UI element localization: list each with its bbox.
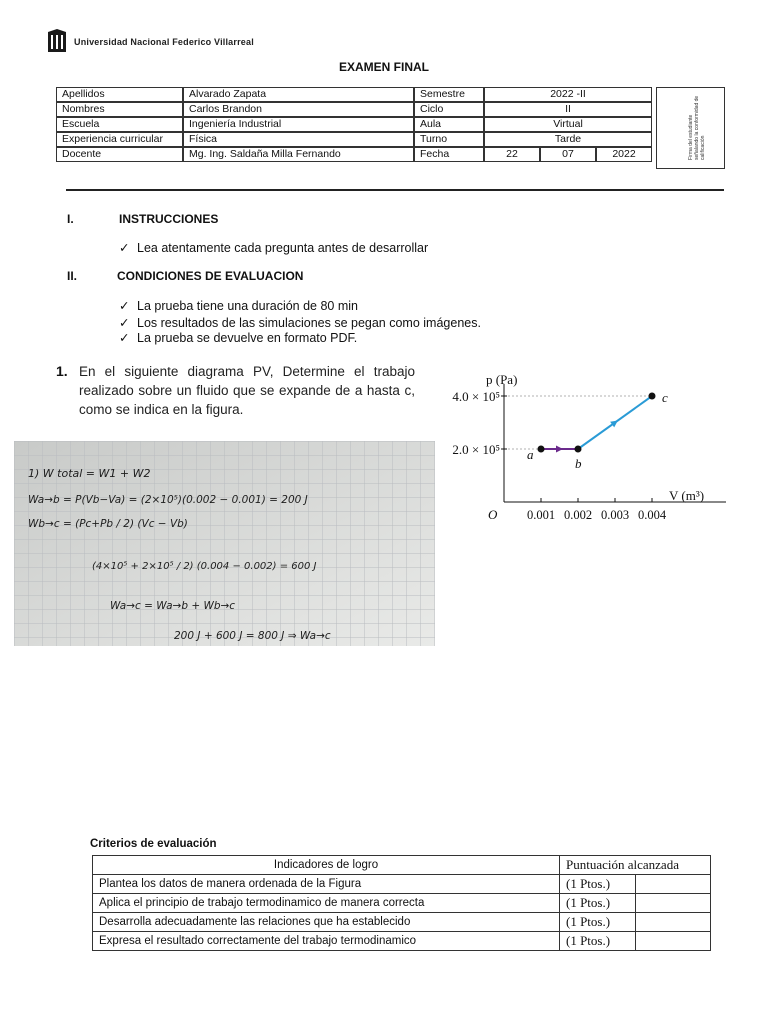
section-1-title: INSTRUCCIONES xyxy=(119,212,219,226)
ciclo-label: Ciclo xyxy=(414,102,484,117)
data-point xyxy=(649,393,656,400)
criteria-points: (1 Ptos.) xyxy=(560,894,636,913)
turno-value: Tarde xyxy=(484,132,652,147)
handwriting-line: (4×10⁵ + 2×10⁵ / 2) (0.004 − 0.002) = 600 J xyxy=(92,561,317,572)
checkmark-icon: ✓ xyxy=(119,316,130,330)
nombres-label: Nombres xyxy=(56,102,183,117)
table-row xyxy=(93,894,711,913)
y-tick-label: 2.0 × 10⁵ xyxy=(452,442,500,457)
apellidos-value: Alvarado Zapata xyxy=(183,87,414,102)
data-point xyxy=(575,446,582,453)
fecha-label: Fecha xyxy=(414,147,484,162)
student-info-table xyxy=(56,87,652,162)
handwriting-line: Wb→c = (Pc+Pb / 2) (Vc − Vb) xyxy=(28,518,188,530)
semestre-value: 2022 -II xyxy=(484,87,652,102)
handwriting-line: Wa→c = Wa→b + Wb→c xyxy=(110,600,236,612)
checkmark-icon: ✓ xyxy=(119,331,130,345)
section-2-title: CONDICIONES DE EVALUACION xyxy=(117,269,304,283)
criteria-score-cell[interactable] xyxy=(635,894,711,913)
x-tick-label: 0.002 xyxy=(563,508,593,522)
nombres-value: Carlos Brandon xyxy=(183,102,414,117)
y-axis-label: p (Pa) xyxy=(486,372,518,387)
checkmark-icon: ✓ xyxy=(119,241,130,255)
y-tick-label: 4.0 × 10⁵ xyxy=(452,389,500,404)
chart-marks xyxy=(538,393,656,453)
docente-value: Mg. Ing. Saldaña Milla Fernando xyxy=(183,147,414,162)
semestre-label: Semestre xyxy=(414,87,484,102)
fecha-mes: 07 xyxy=(540,147,596,162)
checkmark-icon: ✓ xyxy=(119,299,130,313)
university-logo-icon xyxy=(46,28,68,54)
x-tick-label: 0.004 xyxy=(637,508,667,522)
apellidos-label: Apellidos xyxy=(56,87,183,102)
university-name: Universidad Nacional Federico Villarreal xyxy=(74,37,254,47)
escuela-label: Escuela xyxy=(56,117,183,132)
table-row xyxy=(93,913,711,932)
criteria-score-cell[interactable] xyxy=(635,913,711,932)
point-label: c xyxy=(662,390,668,405)
table-row xyxy=(56,117,652,132)
aula-value: Virtual xyxy=(484,117,652,132)
list-item: ✓ Los resultados de las simulaciones se pegan como imágenes. xyxy=(119,316,481,330)
criteria-indicator: Expresa el resultado correctamente del trabajo termodinamico xyxy=(93,932,560,951)
list-item: ✓ La prueba tiene una duración de 80 min xyxy=(119,299,358,313)
ciclo-value: II xyxy=(484,102,652,117)
signature-caption: Firma del estudiante señalando la conformidad de calificación xyxy=(688,95,706,160)
criteria-title: Criterios de evaluación xyxy=(90,838,217,850)
criteria-indicator: Plantea los datos de manera ordenada de la Figura xyxy=(93,875,560,894)
criteria-points: (1 Ptos.) xyxy=(560,875,636,894)
section-1-number: I. xyxy=(67,212,74,226)
criteria-indicator: Desarrolla adecuadamente las relaciones que ha establecido xyxy=(93,913,560,932)
criteria-points: (1 Ptos.) xyxy=(560,913,636,932)
table-row xyxy=(93,875,711,894)
experiencia-value: Física xyxy=(183,132,414,147)
point-label: b xyxy=(575,456,582,471)
question-text: En el siguiente diagrama PV, Determine el trabajo realizado sobre un fluido que se expande de a hasta c, como se indica en la figura. xyxy=(79,364,415,417)
list-item: ✓ Lea atentamente cada pregunta antes de desarrollar xyxy=(119,241,429,255)
handwriting-line: 200 J + 600 J = 800 J ⇒ Wa→c xyxy=(174,630,331,642)
experiencia-label: Experiencia curricular xyxy=(56,132,183,147)
x-tick-label: 0.001 xyxy=(526,508,556,522)
criteria-points: (1 Ptos.) xyxy=(560,932,636,951)
handwritten-solution-photo xyxy=(14,441,435,646)
table-row xyxy=(56,102,652,117)
table-row xyxy=(93,932,711,951)
escuela-value: Ingeniería Industrial xyxy=(183,117,414,132)
fecha-dia: 22 xyxy=(484,147,540,162)
series-arrow xyxy=(556,446,563,453)
table-row xyxy=(56,132,652,147)
question-number: 1. xyxy=(56,363,68,379)
data-point xyxy=(538,446,545,453)
chart-axes xyxy=(501,384,726,502)
handwriting-line: 1) W total = W1 + W2 xyxy=(28,467,151,480)
table-row xyxy=(56,87,652,102)
criteria-indicator: Aplica el principio de trabajo termodinamico de manera correcta xyxy=(93,894,560,913)
handwriting-line: Wa→b = P(Vb−Va) = (2×10⁵)(0.002 − 0.001) = 200 J xyxy=(28,494,308,506)
origin-label: O xyxy=(488,507,498,522)
criteria-header-indicators: Indicadores de logro xyxy=(93,856,560,875)
turno-label: Turno xyxy=(414,132,484,147)
table-row xyxy=(93,856,711,875)
pv-diagram xyxy=(436,364,736,534)
criteria-score-cell[interactable] xyxy=(635,875,711,894)
fecha-anio: 2022 xyxy=(596,147,652,162)
criteria-score-cell[interactable] xyxy=(635,932,711,951)
section-2-number: II. xyxy=(67,269,78,283)
x-axis-label: V (m³) xyxy=(669,488,705,503)
divider xyxy=(66,189,724,191)
point-label: a xyxy=(527,447,534,462)
criteria-table xyxy=(92,855,711,951)
table-row xyxy=(56,147,652,162)
x-tick-label: 0.003 xyxy=(600,508,630,522)
aula-label: Aula xyxy=(414,117,484,132)
list-item: ✓ La prueba se devuelve en formato PDF. xyxy=(119,331,358,345)
docente-label: Docente xyxy=(56,147,183,162)
criteria-header-score: Puntuación alcanzada xyxy=(560,856,711,875)
exam-title: EXAMEN FINAL xyxy=(339,60,429,74)
